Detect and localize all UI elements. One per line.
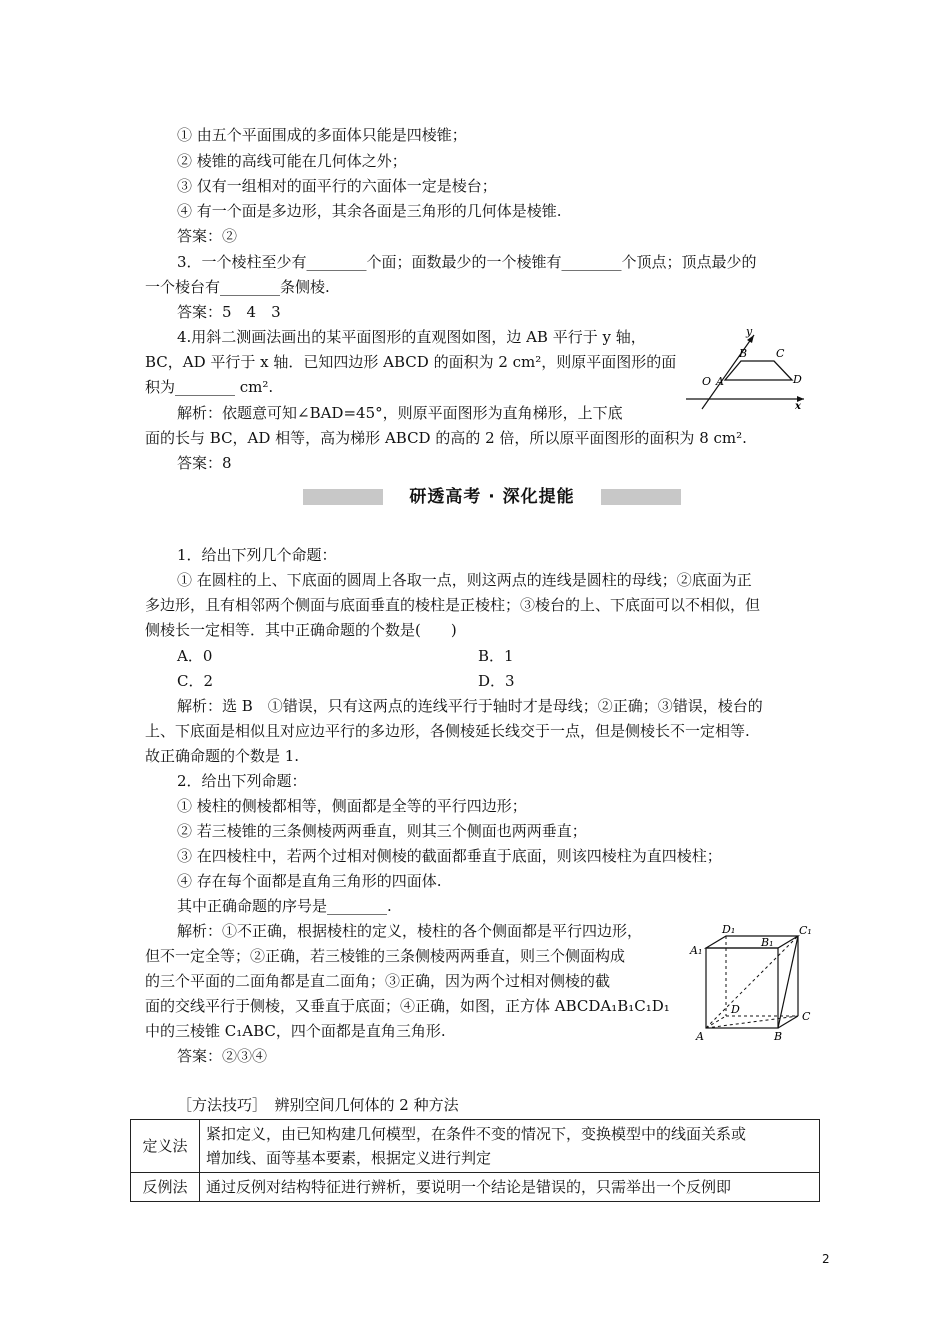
label-D: D xyxy=(731,1003,740,1016)
banner-title: 研透高考 · 深化提能 xyxy=(409,487,575,507)
option-b: B．1 xyxy=(478,647,514,665)
method-description-line: 增加线、面等基本要素，根据定义进行判定 xyxy=(206,1149,492,1167)
trapezoid-abcd xyxy=(725,361,792,380)
banner-bar-left xyxy=(303,489,383,505)
proposition-1: ① 由五个平面围成的多面体只能是四棱锥； xyxy=(177,126,467,144)
q2-solution-line4: 面的交线平行于侧棱，又垂直于底面；④正确，如图，正方体 ABCDA₁B₁C₁D₁ xyxy=(145,997,670,1015)
label-y: y xyxy=(746,325,753,338)
q2-item-2: ② 若三棱锥的三条侧棱两两垂直，则其三个侧面也两两垂直； xyxy=(177,822,587,840)
q2-solution-line1: 解析：①不正确，根据棱柱的定义，棱柱的各个侧面都是平行四边形， xyxy=(177,922,643,940)
q2-solution-line5: 中的三棱锥 C₁ABC，四个面都是直角三角形. xyxy=(145,1022,446,1040)
method-description-line: 通过反例对结构特征进行辨析，要说明一个结论是错误的，只需举出一个反例即 xyxy=(206,1178,732,1196)
question-4-solution-line1: 解析：依题意可知∠BAD=45°，则原平面图形为直角梯形，上下底 xyxy=(177,404,623,422)
label-D1: D₁ xyxy=(722,923,736,936)
methods-row xyxy=(131,1173,820,1202)
label-B: B xyxy=(739,347,748,360)
answer-4: 答案：8 xyxy=(177,454,232,472)
q1-line3: 侧棱长一定相等．其中正确命题的个数是( ) xyxy=(145,621,457,639)
label-A: A xyxy=(716,375,724,388)
methods-heading: ［方法技巧］ 辨别空间几何体的 2 种方法 xyxy=(177,1096,459,1114)
proposition-4: ④ 有一个面是多边形，其余各面是三角形的几何体是棱锥. xyxy=(177,202,562,220)
option-a: A．0 xyxy=(177,647,213,665)
cube-edge-bc xyxy=(778,1016,798,1028)
label-B1: B₁ xyxy=(761,936,774,949)
option-c: C．2 xyxy=(177,672,214,690)
cube-figure xyxy=(688,922,818,1047)
q1-solution-line3: 故正确命题的个数是 1. xyxy=(145,747,300,765)
option-d: D．3 xyxy=(478,672,515,690)
proposition-2: ② 棱锥的高线可能在几何体之外； xyxy=(177,152,407,170)
q1-title: 1．给出下列几个命题： xyxy=(177,546,337,564)
cube-hidden-diagonal-ac xyxy=(706,1016,798,1028)
cube-top-face xyxy=(706,936,798,948)
question-3-line2: 一个棱台有________条侧棱. xyxy=(145,278,330,296)
q2-solution-line3: 的三个平面的二面角都是直二面角；③正确，因为两个过相对侧棱的截 xyxy=(145,972,611,990)
proposition-3: ③ 仅有一组相对的面平行的六面体一定是棱台； xyxy=(177,177,497,195)
label-C: C xyxy=(776,347,785,360)
page-number: 2 xyxy=(822,1252,830,1266)
method-description xyxy=(200,1173,820,1202)
label-B: B xyxy=(774,1030,783,1043)
method-name: 反例法 xyxy=(131,1173,200,1202)
q1-solution-line1: 解析：选 B ①错误，只有这两点的连线平行于轴时才是母线；②正确；③错误，棱台的 xyxy=(177,697,763,715)
methods-row xyxy=(131,1120,820,1173)
trapezoid-figure xyxy=(680,325,810,410)
question-4-line1: 4.用斜二测画法画出的某平面图形的直观图如图，边 AB 平行于 y 轴， xyxy=(177,328,646,346)
q2-solution-line2: 但不一定全等；②正确，若三棱锥的三条侧棱两两垂直，则三个侧面构成 xyxy=(145,947,626,965)
cube-front-face xyxy=(706,948,778,1028)
answer-3: 答案：5 4 3 xyxy=(177,303,281,321)
answer-2: 答案：② xyxy=(177,227,238,245)
answer-q2: 答案：②③④ xyxy=(177,1047,268,1065)
q2-item-3: ③ 在四棱柱中，若两个过相对侧棱的截面都垂直于底面，则该四棱柱为直四棱柱； xyxy=(177,847,722,865)
cube-hidden-diagonal-ac1 xyxy=(706,936,798,1028)
q1-solution-line2: 上、下底面是相似且对应边平行的多边形，各侧棱延长线交于一点，但是侧棱长不一定相等. xyxy=(145,722,750,740)
label-A: A xyxy=(696,1030,704,1043)
question-4-line2: BC，AD 平行于 x 轴．已知四边形 ABCD 的面积为 2 cm²，则原平面图形的面 xyxy=(145,353,677,371)
method-description-line: 紧扣定义，由已知构建几何模型，在条件不变的情况下，变换模型中的线面关系或 xyxy=(206,1125,747,1143)
label-O: O xyxy=(702,375,712,388)
label-C: C xyxy=(802,1010,811,1023)
question-3-line1: 3．一个棱柱至少有________个面；面数最少的一个棱锥有________个顶点；顶点最少的 xyxy=(177,253,757,271)
q2-item-4: ④ 存在每个面都是直角三角形的四面体. xyxy=(177,872,442,890)
question-4-solution-line2: 面的长与 BC，AD 相等，高为梯形 ABCD 的高的 2 倍，所以原平面图形的面积为 8 cm². xyxy=(145,429,747,447)
banner-bar-right xyxy=(601,489,681,505)
method-description xyxy=(200,1120,820,1173)
label-x: x xyxy=(795,401,801,410)
q2-title: 2．给出下列命题： xyxy=(177,772,307,790)
label-C1: C₁ xyxy=(799,924,812,937)
section-banner xyxy=(303,487,681,507)
label-D: D xyxy=(793,373,802,386)
q1-line1: ① 在圆柱的上、下底面的圆周上各取一点，则这两点的连线是圆柱的母线；②底面为正 xyxy=(177,571,752,589)
q1-line2: 多边形，且有相邻两个侧面与底面垂直的棱柱是正棱柱；③棱台的上、下底面可以不相似，但 xyxy=(145,596,761,614)
label-A1: A₁ xyxy=(690,944,703,957)
q2-item-1: ① 棱柱的侧棱都相等，侧面都是全等的平行四边形； xyxy=(177,797,527,815)
cube-diagonal-bc1 xyxy=(778,936,798,1028)
method-name: 定义法 xyxy=(131,1120,200,1173)
q2-ask: 其中正确命题的序号是________. xyxy=(177,897,392,915)
methods-table xyxy=(130,1119,820,1202)
question-4-line3: 积为________ cm². xyxy=(145,378,274,396)
